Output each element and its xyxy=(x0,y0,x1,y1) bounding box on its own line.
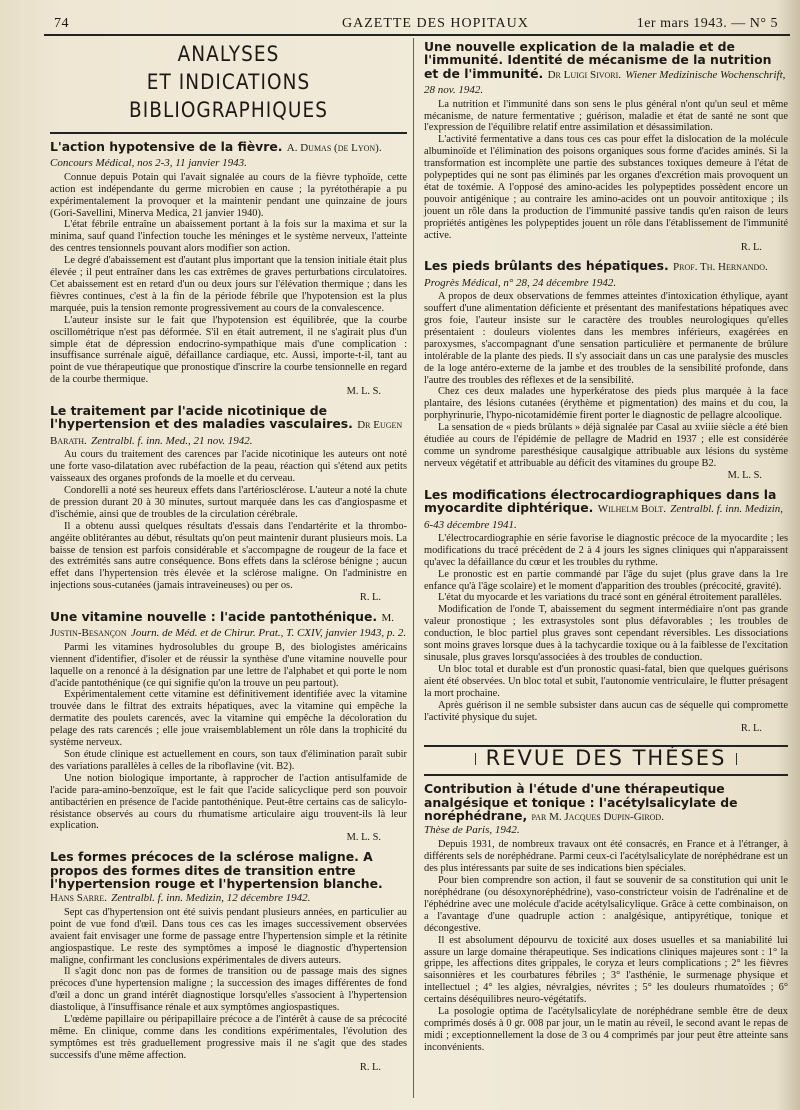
section-title-line1: ANALYSES xyxy=(177,42,280,66)
article-reference: Journ. de Méd. et de Chirur. Prat., T. CXIV, janvier 1943, p. 2. xyxy=(130,627,407,640)
paragraph: Sept cas d'hypertension ont été suivis pendant plusieurs années, en particulier au point de vue fond d'œil. Dans tous ces cas les images successivement observées avaient fait envisager une forme de passage entre l'hypertension simple et la rétinite angiospastique. Le reste des symptômes a imposé le diagnostic d'hypertension maligne, confirmant les conclusions expérimentales de divers auteurs. xyxy=(50,906,407,966)
article-signature: R. L. xyxy=(740,723,762,735)
article-signature: R. L. xyxy=(359,1061,381,1073)
article-author: Prof. Th. Hernando. xyxy=(673,261,768,274)
article-reference: Zentralbl. f. inn. Medizin, 12 décembre 1942. xyxy=(111,892,311,905)
article-author: Wilhelm Bolt. xyxy=(597,503,666,516)
article xyxy=(50,610,407,844)
article-author: A. Dumas (de Lyon). xyxy=(286,142,382,154)
paragraph: A propos de deux observations de femmes atteintes d'intoxication éthylique, ayant souffert d'une alimentation déficiente et présentant des manifestations hépatiques avec gros foie, l'auteur insiste sur le caractère des troubles neurologiques qu'elles présentaient : douleurs violentes dans les membres inférieurs, exagérées en paroxysmes, s'accompagnant d'une sensation particulière et permanente de brûlure intolérable de la plante des pieds. Il s'y associait dans un cas une paralysie des muscles de la loge antéro-externe de la jambe et des troubles de la sensibilité profonde, dans l'autre des troubles des réflexes et de la sensibilité. xyxy=(424,291,788,386)
paragraph: L'activité fermentative a dans tous ces cas pour effet la dislocation de la molécule albuminoïde et l'élimination des poisons organiques sous forme d'acides aminés. Si la transformation est incomplète une partie des substances toxiques demeure à l'état de polypeptides qui ne sont pas éliminés par les organes d'excrétion mais provoquent un état de toxémie. A l'opposé des amino-acides les polypeptides possèdent encore un pouvoir antigénique ; au contraire les amino-acides ont un pouvoir antitoxique ; ils jouent un rôle dans la production de l'immunité passive tandis qu'en raison de leurs propriétés antigènes les polypeptides jouent un rôle dans l'établissement de l'immunité active. xyxy=(424,134,788,241)
paragraph: Il s'agit donc non pas de formes de transition ou de passage mais des signes précoces d'une hypertension maligne ; la succession des images différentes de fond d'œil a donc un grand intérêt diagnostique lorsqu'elles s'associent à l'hypertension diastolique, à l'insuffisance rénale et aux symptômes angiospastiques. xyxy=(50,966,407,1014)
paragraph: La nutrition et l'immunité dans son sens le plus général n'ont qu'un seul et même mécanisme, de nature fermentative ; guérison, maladie et état de santé ne sont que l'expression de l'équilibre relatif entre assimilation et désassimilation. xyxy=(424,98,788,134)
article-title xyxy=(424,488,788,532)
article-title-text: Les formes précoces de la sclérose maligne. A propos des formes dites de transition entre l'hypertension rouge et l'hypertension blanche. xyxy=(50,849,383,892)
page-number: 74 xyxy=(54,16,69,31)
paragraph: Le degré d'abaissement est d'autant plus important que la tension initiale était plus élevée ; il peut entraîner dans les cas extrêmes de graves perturbations circulatoires. Cet abaissement est en retard d'un ou deux jours sur l'élévation thermique ; dans les fièvres continues, c'est à la fin de la période fébrile que l'hypotension est la plus marquée, puis la tension remonte progressivement au cours de la convalescence. xyxy=(50,255,407,314)
article-title xyxy=(424,40,788,98)
column-divider xyxy=(413,38,414,1098)
paragraph: Pour bien comprendre son action, il faut se souvenir de sa constitution qui unit le noréphédrane (ou désoxynoréphédrine), vaso-constricteur voisin de l'adrénaline et de l'éphédrine avec une molécule d'acide acétylsalicylique. Grâce à cette combinaison, on a l'avantage d'une quadruple action : analgésique, antipyrétique, tonique et décongestive. xyxy=(424,875,788,934)
section-title-line2: ET INDICATIONS BIBLIOGRAPHIQUES xyxy=(128,70,329,122)
thesis-author: par M. Jacques Dupin-Girod. xyxy=(531,811,664,824)
thesis-title xyxy=(424,782,788,824)
article-reference: Zentralbl. f. inn. Med., 21 nov. 1942. xyxy=(91,434,253,447)
article-signature: R. L. xyxy=(740,241,762,253)
paragraph: Parmi les vitamines hydrosolubles du groupe B, des biologistes américains viennent d'identifier, d'isoler et de réussir la synthèse d'une vitamine nouvelle pour laquelle on a renoncé à la désignation par une lettre de l'alphabet et qui porte le nom d'acide pantothénique (ce qui signifie qu'on la trouve un peu partout). xyxy=(50,641,407,689)
paragraph: Il est absolument dépourvu de toxicité aux doses usuelles et sa maniabilité lui assure un large domaine thérapeutique. Ses indications cliniques majeures sont : 1° la grippe, les affections dites grippales, le coryza et leurs complications ; 2° les fièvres saisonnières et les courbatures fébriles ; 3° l'asthénie, le surmenage physique et intellectuel ; 4° les algies, névralgies, névrites ; 5° les douleurs rhumatoïdes ; 6° certains déséquilibres neuro-végétatifs. xyxy=(424,934,788,1006)
article-author: Hans Sarre. xyxy=(50,892,107,905)
paragraph: Modification de l'onde T, abaissement du segment intermédiaire n'ont pas grande valeur pronostique ; les extrasystoles sont plus défavorables ; les troubles de conduction, le bloc partiel plus graves sont cependant réversibles. Les dissociations sont moins graves lorsque dues à la tachycardie toxique ou à la faiblesse de l'excitation sinusale, plus graves lorsqu'associées à des troubles de conduction. xyxy=(424,604,788,663)
paragraph: Chez ces deux malades une hyperkératose des pieds plus marquée à la face plantaire, des lésions cutanées (érythème et pigmentation) des mains et du cou, la porphyrinurie, l'hypo-nicotamidémie firent porter le diagnostic de pellagre alcoolique. xyxy=(424,386,788,422)
paragraph: L'auteur insiste sur le fait que l'hypotension est équilibrée, que la courbe oscillométrique n'est pas déformée. S'il en était autrement, il ne s'agirait plus d'un simple état de dépression endocrino-sympathique mais d'une complication : insuffisance surrénale aiguë, défaillance cardiaque, etc. Aussi, importe-t-il, tant au point de vue thérapeutique que pronostique d'inscrire la courbe tensionnelle en regard de la courbe thermique. xyxy=(50,314,407,386)
article-title xyxy=(50,610,407,641)
article-title-text: L'action hypotensive de la fièvre. xyxy=(50,139,283,154)
article-title-text: Une vitamine nouvelle : l'acide pantothénique. xyxy=(50,609,378,625)
right-column xyxy=(424,40,788,1054)
article xyxy=(50,140,407,398)
running-title: GAZETTE DES HOPITAUX xyxy=(342,16,529,31)
article-reference: Zentralbl. f. inn. Medizin, 6-43 décembre 1941. xyxy=(424,503,784,531)
article-author: Dr Eugen Barath. xyxy=(50,419,403,447)
article-reference: Concours Médical, nos 2-3, 11 janvier 1943. xyxy=(50,157,247,170)
revue-des-theses-banner xyxy=(424,745,788,776)
article xyxy=(50,404,407,604)
article-title xyxy=(50,850,407,906)
page-header xyxy=(44,10,792,34)
paragraph: Son étude clinique est actuellement en cours, son taux d'élimination paraît subir des variations parallèles à celles de la riboflavine (vit. B2). xyxy=(50,749,407,772)
paragraph: Après guérison il ne semble subsister dans aucun cas de séquelle qui compromette l'activité physique du sujet. xyxy=(424,699,788,723)
thesis-title-text: Contribution à l'étude d'une thérapeutique analgésique et tonique : l'acétylsalicylate de noréphédrane, xyxy=(424,781,738,824)
article-signature: R. L. xyxy=(359,592,381,604)
header-rule xyxy=(44,34,790,36)
article-reference: Progrès Médical, n° 28, 24 décembre 1942. xyxy=(424,276,617,289)
thesis-reference: Thèse de Paris, 1942. xyxy=(424,824,520,837)
article-author: M. Justin-Besançon xyxy=(50,612,394,640)
paragraph: Une notion biologique importante, à rapprocher de l'action antisulfamide de l'acide para-amino-benzoïque, est le fait que l'acide salicyclique perd son pouvoir antibactérien en présence de l'acide pantothénique. Peut-être certains cas de salicylo-résistance observés au cours du rhumatisme articulaire aigu trouvent-ils là leur explication. xyxy=(50,772,407,832)
article xyxy=(424,488,788,736)
paragraph: Un bloc total et durable est d'un pronostic quasi-fatal, bien que quelques guérisons aient été observées. Un bloc total et subit, l'autonomie ventriculaire, le flutter présagent la mort prochaine. xyxy=(424,663,788,699)
article-title xyxy=(50,404,407,448)
article-title xyxy=(424,259,788,290)
article-title-text: Une nouvelle explication de la maladie et de l'immunité. Identité de mécanisme de la nutrition et de l'immunité. xyxy=(424,39,772,81)
left-column xyxy=(50,40,407,1078)
article-signature: M. L. S. xyxy=(346,832,381,844)
article-signature: M. L. S. xyxy=(346,386,381,398)
article-title-text: Les pieds brûlants des hépatiques. xyxy=(424,258,669,274)
paragraph: Connue depuis Potain qui l'avait signalée au cours de la fièvre typhoïde, cette action est indépendante du germe microbien en cause ; la pyrétothérapie a pu expérimentalement la provoquer et la maintenir pendant une quinzaine de jours (Gori-Savellini, Minerva Medica, 21 janvier 1940). xyxy=(50,171,407,219)
article-title xyxy=(50,140,407,171)
paragraph: La posologie optima de l'acétylsalicylate de noréphédrane semble être de deux comprimés dosés à 0 gr. 008 par jour, un le matin au réveil, le second avant le repas de midi ; exceptionnellement la dose de 3 ou 4 comprimés par jour peut être atteinte sans inconvénients. xyxy=(424,1006,788,1053)
paragraph: La sensation de « pieds brûlants » déjà signalée par Casal au xviiie siècle a été bien étudiée au cours de l'épidémie de pellagre de Madrid en 1937 ; elle est considérée comme un syndrome paresthésique causalgique attribuable aux lésions du système nerveux végétatif et attribuable au déficit des vitamines du groupe B2. xyxy=(424,422,788,469)
article xyxy=(424,259,788,481)
paragraph: Condorelli a noté ses heureux effets dans l'artériosclérose. L'auteur a noté la chute de pression durant 20 à 30 minutes, surtout marquée dans les cas d'angiospasme et d'ischémie, ainsi que de troubles de la circulation cérébrale. xyxy=(50,484,407,520)
paragraph: Au cours du traitement des carences par l'acide nicotinique les auteurs ont noté une forte vaso-dilatation avec rubéfaction de la peau, réaction qui s'étend aux petits vaisseaux des organes profonds de la moelle et du cerveau. xyxy=(50,449,407,485)
paragraph: L'œdème papillaire ou péripapillaire précoce a de l'intérêt à cause de sa précocité même. En clinique, comme dans les conditions expérimentales, l'évolution des symptômes est très graduellement progressive mais il ne s'agit que des stades successifs d'une même affection. xyxy=(50,1014,407,1061)
section-title xyxy=(71,40,385,124)
article-author: Dr Luigi Sivori. xyxy=(547,68,622,81)
paragraph: Le pronostic est en partie commandé par l'âge du sujet (plus grave dans la 1re enfance qu'à l'âge scolaire) et le moment d'apparition des troubles (précocité, gravité). xyxy=(424,568,788,592)
article-title-text: Le traitement par l'acide nicotinique de l'hypertension et des maladies vasculaires. xyxy=(50,403,353,432)
article-signature: M. L. S. xyxy=(727,469,762,481)
article xyxy=(50,850,407,1073)
issue-date: 1er mars 1943. — N° 5 xyxy=(636,16,778,31)
section-title-rule xyxy=(50,132,407,134)
thesis-review xyxy=(424,782,788,1053)
paragraph: L'électrocardiographie en série favorise le diagnostic précoce de la myocardite ; les modifications du tracé précèdent de 2 à 4 jours les signes cliniques qui n'apparaissent qu'avec la défaillance du cœur et les troubles du rythme. xyxy=(424,532,788,568)
paragraph: Depuis 1931, de nombreux travaux ont été consacrés, en France et à l'étranger, à différents sels de noréphédrane. Parmi ceux-ci l'acétylsalicylate de noréphédrane est un des plus intéressants par suite de ses indications bien spéciales. xyxy=(424,839,788,875)
paragraph: Il a obtenu aussi quelques résultats d'essais dans l'endartérite et la thrombo-angéite oblitérantes au début, résultats qu'on peut maintenir durant plusieurs mois. La baisse de tension est parfois considérable et s'accompagne de rougeur de la face et des extrémités sans autre conséquence. Bons effets dans la sclérose bénigne ; aucun effet dans l'hypertension très élevée et la sclérose maligne. On l'administre en injections sous-cutanées (jamais intraveineuses) ou per os. xyxy=(50,520,407,592)
paragraph: L'état fébrile entraîne un abaissement portant à la fois sur la maxima et sur la minima, sauf quand l'infection touche les méninges et le système nerveux, l'atteinte des centres tensionnels pouvant alors modifier son action. xyxy=(50,219,407,255)
revue-heading: REVUE DES THÈSES xyxy=(475,753,738,765)
article xyxy=(424,40,788,253)
paragraph: L'état du myocarde et les variations du tracé sont en général étroitement parallèles. xyxy=(438,592,782,604)
paragraph: Expérimentalement cette vitamine est définitivement identifiée avec la vitamine trouvée dans le filtrat des extraits hépatiques, avec la vitamine qui empêche la dermatite des poulets carencés, avec la vitamine qui empêche la décoloration du pelage des rats carencés ; elle joue vraisemblablement un rôle dans la trophicité du système nerveux. xyxy=(50,689,407,749)
article-title-text: Les modifications électrocardiographiques dans la myocardite diphtérique. xyxy=(424,486,777,516)
article-reference: Wiener Medizinische Wochenschrift, 28 nov. 1942. xyxy=(424,68,786,97)
